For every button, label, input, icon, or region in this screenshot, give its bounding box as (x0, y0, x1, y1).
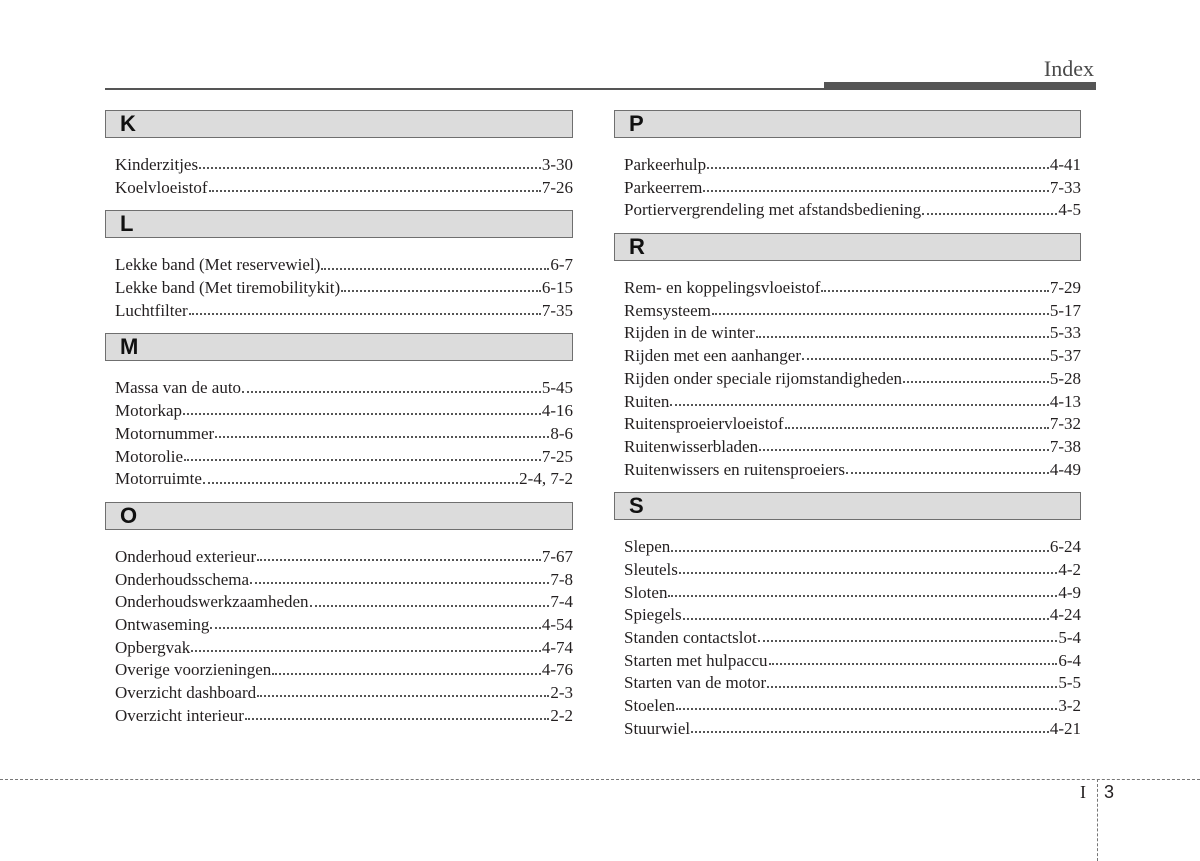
dot-leader (215, 436, 549, 438)
index-entry (624, 695, 1081, 718)
index-entry (115, 659, 573, 682)
section-letter-header: P (614, 110, 1081, 138)
index-entry (115, 177, 573, 200)
index-entry-page: 7-33 (1049, 177, 1081, 197)
dot-leader (245, 718, 549, 720)
index-entry-list (614, 536, 1081, 740)
index-entry-term: Rijden in de winter (624, 323, 755, 343)
index-entry-page: 2-3 (550, 683, 573, 702)
index-entry-term: Overzicht interieur (115, 705, 244, 725)
index-entry (115, 446, 573, 469)
dot-leader (679, 572, 1057, 574)
dot-leader (703, 190, 1048, 192)
index-entry (624, 199, 1081, 222)
index-entry-term: Rem- en koppelingsvloeistof (624, 278, 821, 298)
index-entry-list (105, 254, 573, 322)
index-entry (624, 300, 1081, 323)
index-entry-term: Parkeerrem (624, 177, 703, 197)
index-entry-page: 4-41 (1049, 155, 1081, 174)
index-entry-page: 7-67 (541, 546, 573, 566)
index-entry (115, 300, 573, 323)
footer-cut-line (0, 779, 1200, 780)
index-entry-term: Onderhoudsschema (115, 569, 250, 589)
index-entry-page: 4-49 (1049, 459, 1081, 479)
index-entry-list (614, 277, 1081, 481)
index-entry-page: 5-5 (1058, 673, 1081, 693)
index-entry-term: Onderhoudswerkzaamheden (115, 592, 309, 612)
index-section (105, 333, 573, 490)
index-entry-term: Lekke band (Met tiremobilitykit) (115, 278, 341, 298)
dot-leader (846, 472, 1049, 474)
section-letter-header: S (614, 492, 1081, 520)
index-entry-term: Motorolie (115, 446, 183, 466)
index-entry-list (614, 154, 1081, 222)
index-entry (624, 650, 1081, 673)
index-entry (115, 569, 573, 592)
index-entry-term: Massa van de auto (115, 378, 242, 398)
dot-leader (683, 618, 1049, 620)
index-entry-page: 4-74 (541, 637, 573, 657)
index-entry-term: Spiegels (624, 605, 682, 625)
dot-leader (903, 381, 1049, 383)
index-section (105, 210, 573, 322)
dot-leader (671, 550, 1049, 552)
index-entry-term: Ontwaseming (115, 614, 210, 634)
index-entry-term: Starten van de motor (624, 673, 767, 693)
index-entry-page: 4-9 (1058, 582, 1081, 602)
index-entry (624, 413, 1081, 436)
index-entry (115, 705, 573, 728)
footer-cut-line-vertical (1097, 779, 1098, 861)
page-header-title: Index (1043, 56, 1094, 81)
index-column-right (614, 110, 1081, 751)
index-entry (624, 368, 1081, 391)
dot-leader (767, 686, 1057, 688)
index-entry-term: Standen contactslot (624, 628, 757, 647)
index-entry-page: 5-28 (1049, 368, 1081, 388)
dot-leader (203, 482, 518, 484)
dot-leader (310, 605, 550, 607)
index-entry-term: Rijden onder speciale rijomstandigheden (624, 368, 903, 388)
dot-leader (712, 313, 1049, 315)
index-entry (624, 672, 1081, 695)
index-entry (115, 682, 573, 705)
index-entry-term: Kinderzitjes (115, 155, 199, 174)
index-entry-page: 5-17 (1049, 300, 1081, 320)
dot-leader (242, 391, 541, 393)
dot-leader (670, 404, 1048, 406)
dot-leader (769, 663, 1058, 665)
index-entry-page: 2-2 (550, 705, 573, 725)
dot-leader (189, 313, 541, 315)
index-section (105, 502, 573, 728)
index-entry (624, 559, 1081, 582)
index-entry (115, 546, 573, 569)
dot-leader (759, 449, 1049, 451)
index-entry-list (105, 377, 573, 490)
dot-leader (257, 695, 549, 697)
index-entry-page: 7-4 (550, 592, 573, 612)
index-entry-term: Ruitensproeiervloeistof (624, 414, 784, 434)
dot-leader (821, 290, 1048, 292)
index-entry-page: 5-4 (1058, 628, 1081, 647)
index-entry-term: Parkeerhulp (624, 155, 707, 174)
index-entry-term: Opbergvak (115, 637, 191, 657)
index-column-left (105, 110, 573, 738)
dot-leader (191, 650, 541, 652)
section-letter-header: M (105, 333, 573, 361)
index-entry (115, 400, 573, 423)
index-entry (624, 345, 1081, 368)
dot-leader (183, 413, 541, 415)
dot-leader (802, 358, 1049, 360)
dot-leader (250, 582, 549, 584)
index-entry-term: Stuurwiel (624, 718, 691, 738)
index-entry (624, 627, 1081, 650)
index-entry-page: 4-21 (1049, 718, 1081, 738)
index-entry-page: 7-8 (550, 569, 573, 589)
index-entry-page: 6-4 (1058, 650, 1081, 670)
dot-leader (707, 167, 1049, 169)
index-entry-page: 5-33 (1049, 323, 1081, 343)
index-section (614, 233, 1081, 481)
index-entry-term: Onderhoud exterieur (115, 546, 257, 566)
index-entry-page: 4-13 (1049, 391, 1081, 411)
index-entry-page: 4-5 (1058, 200, 1081, 220)
index-entry-term: Stoelen (624, 696, 675, 716)
index-section (105, 110, 573, 199)
index-entry (115, 423, 573, 446)
index-entry (624, 582, 1081, 605)
index-entry-term: Ruitenwisserbladen (624, 436, 759, 456)
index-entry-term: Motorruimte (115, 469, 202, 489)
index-entry-list (105, 154, 573, 199)
index-entry-page: 7-25 (541, 446, 573, 466)
index-entry (624, 536, 1081, 559)
dot-leader (257, 559, 541, 561)
index-entry-page: 4-76 (541, 660, 573, 680)
index-entry-term: Overige voorzieningen (115, 660, 272, 680)
dot-leader (321, 268, 549, 270)
index-entry-term: Motorkap (115, 401, 183, 421)
index-entry-term: Ruiten (624, 391, 670, 411)
index-entry (115, 614, 573, 637)
section-letter-header: O (105, 502, 573, 530)
index-entry (624, 436, 1081, 459)
index-entry (115, 154, 573, 177)
index-entry-term: Sleutels (624, 559, 678, 579)
index-entry-term: Overzicht dashboard (115, 683, 257, 702)
chapter-label: I (1080, 782, 1086, 802)
section-letter-header: R (614, 233, 1081, 261)
index-entry-term: Slepen (624, 537, 671, 557)
index-entry-page: 4-16 (541, 401, 573, 421)
index-entry (624, 391, 1081, 414)
dot-leader (341, 290, 541, 292)
index-entry-page: 7-29 (1049, 278, 1081, 298)
dot-leader (668, 595, 1057, 597)
index-entry (624, 459, 1081, 482)
index-entry-page: 3-30 (541, 155, 573, 174)
index-entry-term: Rijden met een aanhanger (624, 346, 802, 366)
index-entry (115, 254, 573, 277)
index-entry (115, 377, 573, 400)
index-entry-page: 5-45 (541, 378, 573, 398)
dot-leader (756, 336, 1049, 338)
dot-leader (691, 731, 1049, 733)
index-entry-term: Portiervergrendeling met afstandsbediening (624, 200, 922, 220)
dot-leader (272, 673, 541, 675)
index-entry-page: 5-37 (1049, 346, 1081, 366)
index-entry-page: 8-6 (550, 423, 573, 443)
page-number: 3 (1104, 782, 1115, 802)
dot-leader (785, 427, 1049, 429)
index-entry-page: 4-24 (1049, 605, 1081, 625)
index-entry-term: Remsysteem (624, 300, 711, 320)
index-entry-term: Motornummer (115, 423, 215, 443)
index-entry (115, 277, 573, 300)
index-entry-page: 4-54 (541, 614, 573, 634)
index-entry (624, 604, 1081, 627)
index-entry-page: 6-15 (541, 278, 573, 298)
section-letter-header: K (105, 110, 573, 138)
dot-leader (184, 459, 541, 461)
index-entry-page: 4-2 (1058, 559, 1081, 579)
index-entry-list (105, 546, 573, 728)
dot-leader (922, 213, 1057, 215)
index-entry-term: Ruitenwissers en ruitensproeiers (624, 459, 845, 479)
index-entry (624, 154, 1081, 177)
index-entry (624, 277, 1081, 300)
index-entry-term: Koelvloeistof (115, 177, 208, 197)
index-entry-page: 6-7 (550, 255, 573, 275)
index-entry-term: Sloten (624, 582, 668, 602)
index-entry (624, 718, 1081, 741)
index-entry-term: Lekke band (Met reservewiel) (115, 255, 321, 275)
index-section (614, 110, 1081, 222)
dot-leader (758, 640, 1058, 642)
dot-leader (199, 167, 541, 169)
index-entry (115, 637, 573, 660)
index-entry-page: 2-4, 7-2 (519, 469, 573, 489)
dot-leader (209, 190, 541, 192)
dot-leader (676, 708, 1057, 710)
section-letter-header: L (105, 210, 573, 238)
index-entry-page: 6-24 (1049, 537, 1081, 557)
index-entry-page: 7-38 (1049, 436, 1081, 456)
header-accent-bar (824, 82, 1096, 90)
index-entry (115, 591, 573, 614)
index-section (614, 492, 1081, 740)
index-entry-term: Starten met hulpaccu (624, 650, 768, 670)
index-entry-page: 7-26 (541, 177, 573, 197)
index-entry-page: 3-2 (1058, 696, 1081, 716)
index-entry (624, 177, 1081, 200)
index-entry (115, 468, 573, 491)
index-entry-term: Luchtfilter (115, 300, 188, 320)
index-entry-page: 7-35 (541, 300, 573, 320)
dot-leader (210, 627, 540, 629)
index-entry (624, 322, 1081, 345)
index-entry-page: 7-32 (1049, 414, 1081, 434)
header-rule (105, 88, 825, 90)
